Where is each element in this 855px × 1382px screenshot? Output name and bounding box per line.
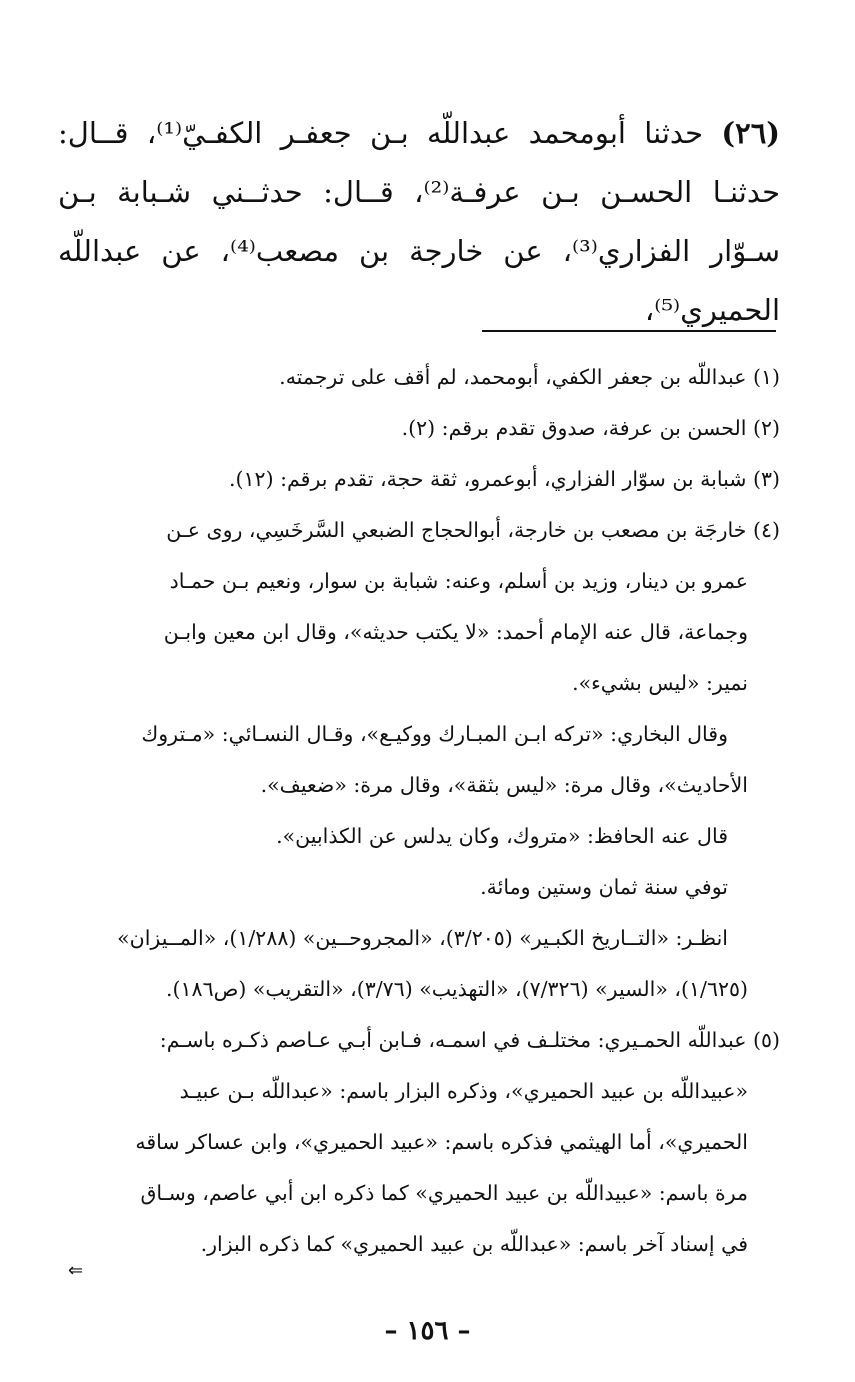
footnote-4-line-10: (١/٦٢٥)، «السير» (٧/٣٢٦)، «التهذيب» (٣/٧٦)، «التقريب» (ص١٨٦). (166, 977, 748, 1001)
footnote-4-line-3: وجماعة، قال عنه الإمام أحمد: «لا يكتب حديثه»، وقال ابن معين وابـن (163, 620, 748, 644)
footnote-3: (٣) شبابة بن سوّار الفزاري، أبوعمرو، ثقة حجة، تقدم برقم: (١٢). (229, 467, 780, 491)
page-number: – ١٥٦ – (384, 1316, 471, 1346)
footnote-1: (١) عبداللّه بن جعفر الكفي، أبومحمد، لم أقف على ترجمته. (279, 365, 780, 389)
footnote-4-line-5: وقال البخاري: «تركه ابـن المبـارك ووكيـع»، وقـال النسـائي: «مـتروك (141, 722, 728, 746)
footnote-4-line-7: قال عنه الحافظ: «متروك، وكان يدلس عن الكذابين». (276, 824, 728, 848)
footnote-5-line-3: الحميري»، أما الهيثمي فذكره باسم: «عبيد الحميري»، وابن عساكر ساقه (135, 1130, 748, 1154)
footnote-5-line-4: مرة باسم: «عبيداللّه بن عبيد الحميري» كما ذكره ابن أبي عاصم، وسـاق (140, 1181, 748, 1205)
footnotes (58, 352, 780, 1270)
footnote-5-line-2: «عبيداللّه بن عبيد الحميري»، وذكره البزار باسم: «عبداللّه بـن عبيـد (179, 1079, 748, 1103)
footnote-divider (482, 330, 776, 332)
footnote-2: (٢) الحسن بن عرفة، صدوق تقدم برقم: (٢). (401, 416, 780, 440)
hadith-text (58, 104, 780, 340)
hadith-body: حدثنا أبومحمد عبداللّه بـن جعفـر الكفـيّ⁽¹⁾، قــال: حدثنـا الحسـن بـن عرفـة⁽²⁾، قــال: حدثــني شـبابة بـن سـوّار الفزاري⁽³⁾، عن خارجة بن مصعب⁽⁴⁾، عن عبداللّه الحميري⁽⁵⁾، (58, 116, 780, 327)
footnote-5-line-5: في إسناد آخر باسم: «عبداللّه بن عبيد الحميري» كما ذكره البزار. (200, 1232, 748, 1256)
footnote-4-line-2: عمرو بن دينار، وزيد بن أسلم، وعنه: شبابة بن سوار، ونعيم بـن حمـاد (169, 569, 748, 593)
footnote-4-line-6: الأحاديث»، وقال مرة: «ليس بثقة»، وقال مرة: «ضعيف». (260, 773, 748, 797)
continuation-arrow-icon: ⇐ (68, 1260, 84, 1281)
footnote-5-line-1: (٥) عبداللّه الحمـيري: مختلـف في اسمـه، فـابن أبـي عـاصم ذكـره باسـم: (159, 1028, 780, 1052)
footnote-4-line-9: انظـر: «التــاريخ الكبـير» (٣/٢٠٥)، «المجروحــين» (١/٢٨٨)، «المــيزان» (117, 926, 728, 950)
hadith-number: (٢٦) (721, 116, 781, 150)
footnote-4-line-4: نمير: «ليس بشيء». (572, 671, 748, 695)
footnote-4-line-1: (٤) خارجَة بن مصعب بن خارجة، أبوالحجاج الضبعي السَّرخَسِي، روى عـن (166, 518, 780, 542)
footnote-4-line-8: توفي سنة ثمان وستين ومائة. (480, 875, 728, 899)
